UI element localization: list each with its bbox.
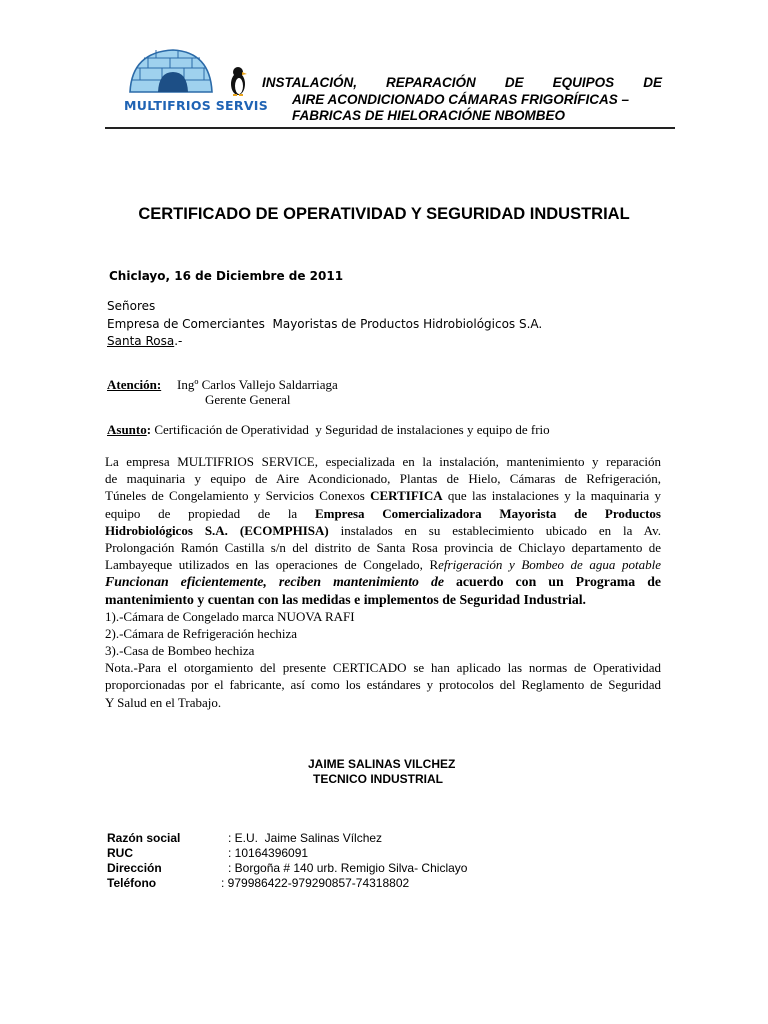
subject-label: Asunto [107,422,147,437]
logo-text: MULTIFRIOS SERVIS [124,98,269,113]
body-line: mantenimiento y cuentan con las medidas e implementos de Seguridad Industrial. [105,591,587,607]
attention-role: Gerente General [205,392,291,407]
body-line: Prolongación Ramón Castilla s/n del distrito de Santa Rosa provincia de Chiclayo departamento de [105,539,661,555]
subject-separator: : [146,422,152,437]
info-value-ruc: : 10164396091 [228,846,309,860]
document-title: CERTIFICADO DE OPERATIVIDAD Y SEGURIDAD INDUSTRIAL [138,205,630,223]
body-line [105,522,661,539]
body-paragraph [105,453,661,711]
body-line: La empresa MULTIFRIOS SERVICE, especializada en la instalación, mantenimiento y reparación [105,454,661,469]
info-label-ruc: RUC [107,846,133,860]
company-name-bold: Empresa Comercializadora Mayorista de Productos [314,505,661,521]
body-line [105,487,661,504]
info-label-razon-social: Razón social [107,831,181,845]
recipient-city-line [107,334,182,348]
letterhead-line-1: INSTALACIÓN, REPARACIÓN DE EQUIPOS DE [262,75,662,90]
body-text: instalados en su establecimiento ubicado en la Av. [328,522,661,538]
subject-line [107,422,550,438]
body-line [105,573,661,590]
body-text: equipo de propiedad de la [105,505,315,521]
recipient-city: Santa Rosa [107,334,175,348]
attention-name: Ingº Carlos Vallejo Saldarriaga [177,377,338,392]
letterhead-line-3: FABRICAS DE HIELORACIÓNE NBOMBEO [292,108,566,123]
subject-text: Certificación de Operatividad y Seguridad de instalaciones y equipo de frio [151,422,550,437]
body-bold-text: acuerdo con un Programa de [443,574,661,590]
body-line [105,505,661,522]
note-line: proporcionadas por el fabricante, así como los estándares y protocolos del Reglamento de Seguridad [105,677,661,693]
info-value-telefono: : 979986422-979290857-74318802 [221,876,410,890]
recipient-company: Empresa de Comerciantes Mayoristas de Productos Hidrobiológicos S.A. [107,317,543,331]
signer-title: TECNICO INDUSTRIAL [313,772,443,786]
info-value-direccion: : Borgoña # 140 urb. Remigio Silva- Chiclayo [228,861,468,875]
body-text: Lambayeque utilizados en las operaciones de Congelado, R [105,557,439,573]
info-value-razon-social: : E.U. Jaime Salinas Vílchez [228,831,383,845]
body-line: de maquinaria y equipo de Aire Acondicionado, Plantas de Hielo, Cámaras de Refrigeración, [105,471,661,487]
info-label-telefono: Teléfono [107,876,157,890]
equipment-item: 3).-Casa de Bombeo hechiza [105,643,255,659]
body-bold-italic-text: Funcionan eficientemente, reciben mantenimiento de [105,574,444,590]
company-name-bold: Hidrobiológicos S.A. (ECOMPHISA) [105,522,329,538]
note-line: Y Salud en el Trabajo. [105,694,222,710]
body-line [105,556,661,573]
attention-label: Atención: [107,377,162,392]
salutation: Señores [107,299,156,313]
recipient-city-suffix: .- [174,334,183,348]
header-divider [105,127,675,129]
note-line: Nota.-Para el otorgamiento del presente CERTICADO se han aplicado las normas de Operatividad [105,660,661,676]
body-italic-text: efrigeración y Bombeo de agua potable [438,557,661,573]
body-text: Túneles de Congelamiento y Servicios Conexos [105,488,371,504]
signer-name: JAIME SALINAS VILCHEZ [308,757,456,771]
certifica-keyword: CERTIFICA [370,488,443,504]
equipment-item: 1).-Cámara de Congelado marca NUOVA RAFI [105,608,355,624]
letterhead-line-2: AIRE ACONDICIONADO CÁMARAS FRIGORÍFICAS – [292,92,630,107]
document-date: Chiclayo, 16 de Diciembre de 2011 [109,269,344,283]
info-label-direccion: Dirección [107,861,162,875]
equipment-item: 2).-Cámara de Refrigeración hechiza [105,625,298,641]
company-logo [118,44,268,120]
body-text: que las instalaciones y la maquinaria y [442,488,662,504]
